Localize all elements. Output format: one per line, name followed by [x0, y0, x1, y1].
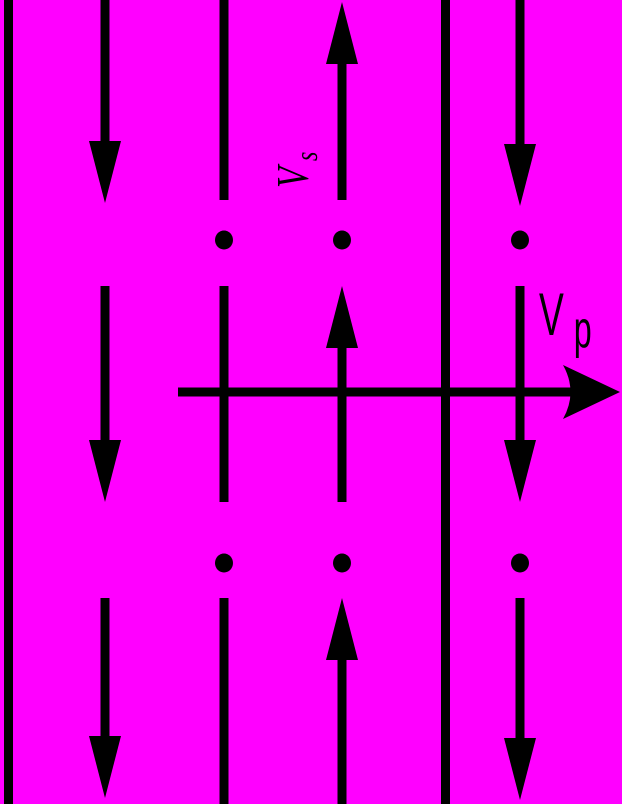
up-arrowhead [326, 2, 358, 64]
down-arrow [89, 598, 121, 798]
vp-axis-arrow [178, 365, 620, 419]
right-arrowhead [563, 365, 620, 419]
vp-label-subscript: p [573, 301, 592, 360]
down-arrow [504, 0, 536, 206]
vs-label-subscript: s [289, 151, 325, 161]
down-arrow [504, 598, 536, 800]
down-arrowhead [504, 144, 536, 206]
down-arrowhead [89, 141, 121, 203]
down-arrow [89, 0, 121, 203]
vs-label-main: V [267, 166, 319, 188]
down-arrowhead [89, 440, 121, 502]
dot-marker [511, 231, 529, 250]
up-arrow [326, 598, 358, 804]
up-arrow [326, 2, 358, 200]
down-arrow [89, 286, 121, 502]
vp-label-main: V [539, 280, 564, 349]
down-arrowhead [504, 440, 536, 502]
down-arrowhead [504, 738, 536, 800]
up-arrowhead [326, 598, 358, 660]
dot-marker [215, 231, 233, 250]
dot-marker [333, 231, 351, 250]
dot-marker [333, 554, 351, 573]
up-arrowhead [326, 286, 358, 348]
vs-label [267, 152, 325, 188]
vp-label [539, 281, 592, 359]
down-arrowhead [89, 736, 121, 798]
dot-marker [511, 554, 529, 573]
dot-marker [215, 554, 233, 573]
